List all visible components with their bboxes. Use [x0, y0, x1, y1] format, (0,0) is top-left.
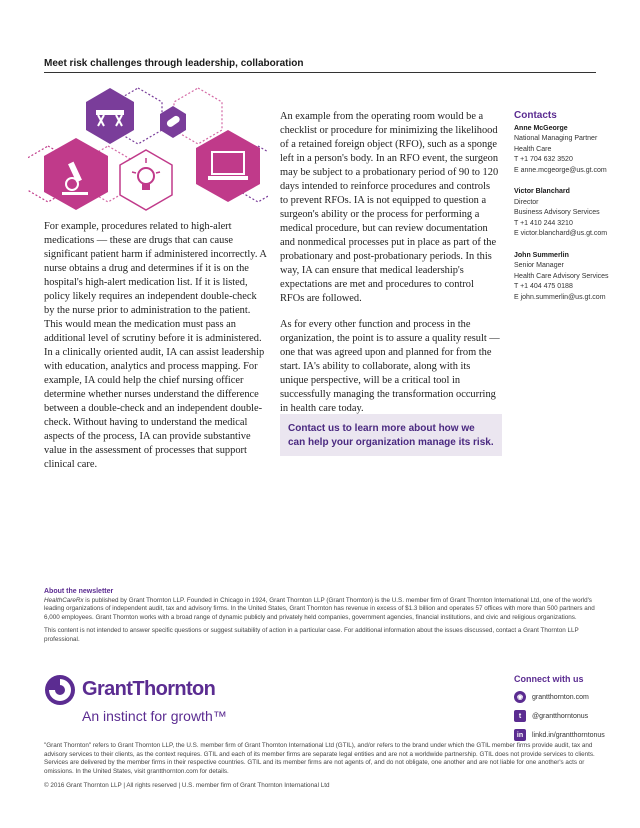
contact-title: Senior Manager [514, 262, 564, 269]
logo-swirl-icon [44, 674, 76, 706]
publication-name: HealthCareRx [44, 596, 84, 604]
about-newsletter [44, 588, 604, 650]
contact-email[interactable]: E victor.blanchard@us.gt.com [514, 230, 608, 237]
contact-card [514, 187, 624, 240]
connect-heading: Connect with us [514, 674, 584, 684]
social-link-web[interactable] [514, 690, 624, 704]
hexagon-illustration [28, 86, 268, 211]
social-link-label[interactable]: @grantthorntonus [532, 712, 589, 720]
social-link-label[interactable]: grantthornton.com [532, 693, 589, 701]
contact-name: John Summerlin [514, 251, 569, 259]
lightbulb-icon [120, 150, 172, 210]
gurney-icon [86, 88, 134, 144]
contact-dept: Health Care [514, 145, 552, 153]
contact-email[interactable]: E john.summerlin@us.gt.com [514, 293, 606, 301]
copyright-footer: © 2016 Grant Thornton LLP | All rights reserved | U.S. member firm of Grant Thornton International Ltd [44, 782, 330, 789]
social-link-label[interactable]: linkd.in/grantthorntonus [532, 731, 605, 739]
about-paragraph: This content is not intended to answer specific questions or suggest suitability of action in a particular case. For additional information about the issues discussed, contact a Grant Thornton LLP professional. [44, 627, 579, 643]
grant-thornton-logo [44, 674, 244, 730]
contact-dept: Health Care Advisory Services [514, 272, 609, 280]
contact-card [514, 124, 624, 177]
contact-phone: T +1 410 244 3210 [514, 219, 573, 227]
social-link-twitter[interactable] [514, 709, 624, 723]
body-column-right [280, 110, 500, 428]
computer-icon [196, 130, 260, 202]
contact-name: Victor Blanchard [514, 188, 570, 195]
contacts-heading: Contacts [514, 110, 557, 121]
logo-wordmark: GrantThornton [82, 678, 216, 700]
legal-disclaimer: "Grant Thornton" refers to Grant Thornton LLP, the U.S. member firm of Grant Thornton International Ltd (GTIL), and/or refers to the brand under which the GTIL member firms provide audit, tax and advisory services to their clients, as the context requires. GTIL and each of its member firms are separate legal entities and are not a worldwide partnership. GTIL does not provide services to clients. Services are delivered by the member firms in their respective countries. GTIL and its member firms are not agents of, and do not obligate, one another and are not liable for one another's acts or omissions. In the United States, visit grantthornton.com for details. [44, 742, 595, 775]
contact-email[interactable]: E anne.mcgeorge@us.gt.com [514, 166, 607, 174]
contact-phone: T +1 404 475 0188 [514, 283, 573, 290]
body-paragraph: As for every other function and process in the organization, the point is to assure a quality result — one that was agreed upon and planned for from the start. IA's ability to collaborate, along with its unique perspective, will be a critical tool in successfully managing the transformation occurring in health care today. [280, 319, 500, 414]
contact-dept: Business Advisory Services [514, 209, 600, 216]
contact-phone: T +1 704 632 3520 [514, 156, 573, 163]
connect-panel [514, 674, 624, 747]
about-paragraph [44, 597, 604, 623]
body-column-left: For example, procedures related to high-alert medications — these are drugs that can cause significant patient harm if administered incorrectly. A nurse obtains a drug and determines if it is on the hospital's high-alert medication list. If it is listed, policy likely requires an independent double-check by the nurse prior to administration to the patient. This would mean the medication must pass an additional level of scrutiny before it is administered. In a clinically oriented audit, IA can assist leadership with education, analytics and process mapping. For example, IA could help the chief nursing officer determine whether nurses understand the difference between a double-check and an independent double-check. Without having to understand the medical aspects of the process, IA can provide substantive value in the assessment of processes that support clinical care. [44, 221, 267, 470]
contact-title: Director [514, 198, 539, 206]
contacts-sidebar [514, 111, 624, 314]
contact-name: Anne McGeorge [514, 124, 568, 132]
body-paragraph: An example from the operating room would be a checklist or procedure for minimizing the likelihood of a retained foreign object (RFO), such as a sponge left in a person's body. In an RFO event, the surgeon may be subject to a probationary period of 90 to 120 days intended to reinforce procedures and controls to prevent RFOs. IA is not equipped to question a surgeon's ability or the process for performing a medical procedure, but can review documentation and nonmedical processes put in place as part of the probationary and post-probationary periods. In this way, IA can ensure that medical leadership's expectations are met and procedures to control RFOs are followed. [280, 111, 499, 304]
linkedin-icon: in [514, 729, 526, 741]
twitter-icon: t [514, 710, 526, 722]
logo-tagline: An instinct for growth™ [82, 708, 227, 724]
page-title: Meet risk challenges through leadership, collaboration [44, 58, 304, 69]
contact-title: National Managing Partner [514, 135, 598, 142]
header-divider [44, 72, 596, 73]
about-text: is published by Grant Thornton LLP. Founded in Chicago in 1924, Grant Thornton LLP (Grant Thornton) is the U.S. member firm of Grant Thornton International Ltd, one of the world's leading organizations of independent audit, tax and advisory firms. In the United States, Grant Thornton has revenue in excess of $1.3 billion and operates 57 offices with more than 500 partners and 6,000 employees. Grant Thornton works with a broad range of dynamic publicly and privately held companies, government agencies, financial institutions, and civic and religious organizations. [44, 596, 595, 621]
contact-card [514, 251, 624, 304]
social-link-linkedin[interactable] [514, 728, 624, 742]
globe-icon: ◉ [514, 691, 526, 703]
contact-callout: Contact us to learn more about how we can help your organization manage its risk. [280, 414, 502, 456]
pill-icon [160, 106, 186, 138]
about-heading: About the newsletter [44, 588, 114, 595]
